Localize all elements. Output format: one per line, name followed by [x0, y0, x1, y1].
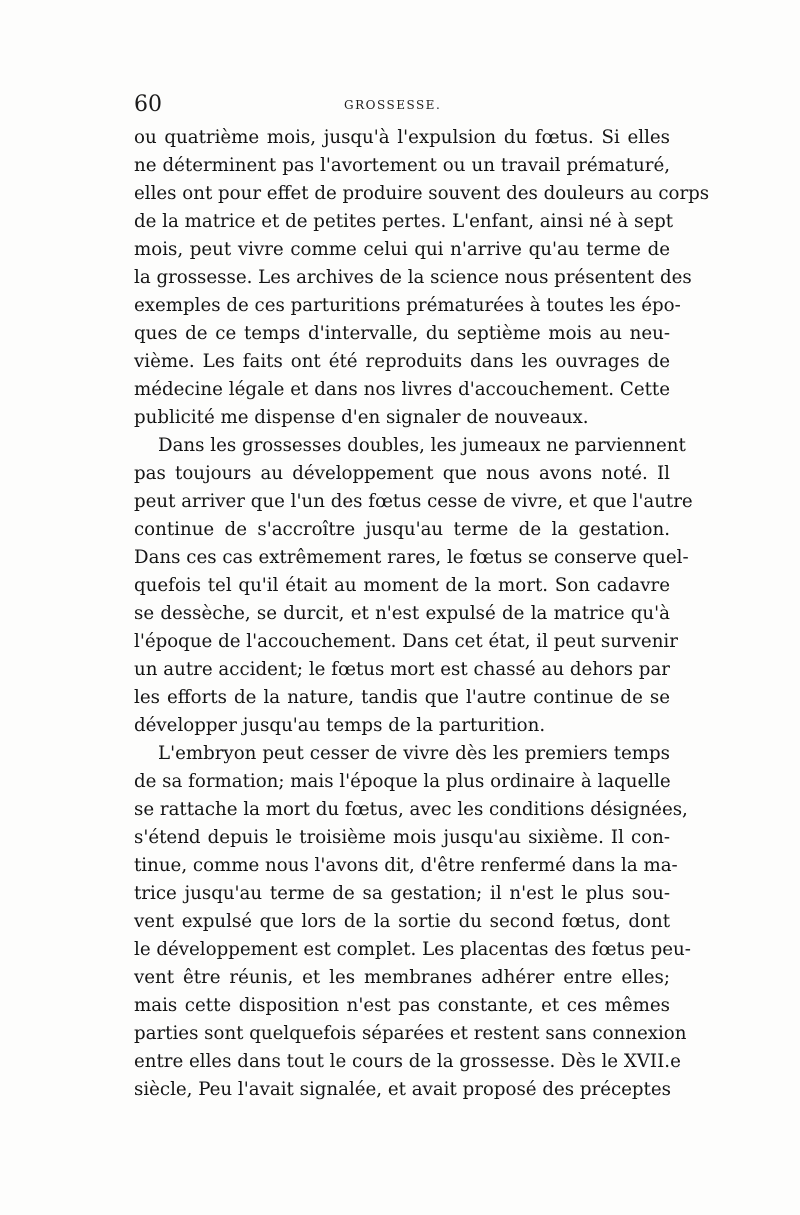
text-line: ne déterminent pas l'avortement ou un travail prématuré, — [134, 155, 670, 176]
text-line: ou quatrième mois, jusqu'à l'expulsion du fœtus. Si elles — [134, 127, 670, 148]
text-line: de sa formation; mais l'époque la plus ordinaire à laquelle — [134, 771, 671, 792]
running-head: GROSSESSE. — [344, 98, 442, 112]
text-line: développer jusqu'au temps de la parturition. — [134, 715, 546, 736]
text-line: vième. Les faits ont été reproduits dans les ouvrages de — [134, 351, 670, 372]
text-line: tinue, comme nous l'avons dit, d'être renfermé dans la ma- — [134, 855, 678, 876]
text-line: exemples de ces parturitions prématurées à toutes les épo- — [134, 295, 681, 316]
text-line: L'embryon peut cesser de vivre dès les premiers temps — [158, 743, 670, 764]
text-line: la grossesse. Les archives de la science nous présentent des — [134, 267, 692, 288]
text-line: vent être réunis, et les membranes adhérer entre elles; — [134, 967, 670, 988]
paragraph — [134, 432, 693, 740]
text-line: entre elles dans tout le cours de la grossesse. Dès le XVII.e — [134, 1051, 681, 1072]
text-line: ques de ce temps d'intervalle, du septième mois au neu- — [134, 323, 670, 344]
text-line: mois, peut vivre comme celui qui n'arrive qu'au terme de — [134, 239, 670, 260]
text-line: se dessèche, se durcit, et n'est expulsé de la matrice qu'à — [134, 603, 670, 624]
paragraph — [134, 740, 691, 1104]
text-line: peut arriver que l'un des fœtus cesse de vivre, et que l'autre — [134, 491, 693, 512]
text-line: elles ont pour effet de produire souvent des douleurs au corps — [134, 183, 710, 204]
text-line: siècle, Peu l'avait signalée, et avait proposé des préceptes — [134, 1079, 671, 1100]
text-line: Dans ces cas extrêmement rares, le fœtus se conserve quel- — [134, 547, 689, 568]
page-header — [134, 92, 670, 122]
text-line: se rattache la mort du fœtus, avec les conditions désignées, — [134, 799, 688, 820]
text-line: mais cette disposition n'est pas constante, et ces mêmes — [134, 995, 670, 1016]
text-line: de la matrice et de petites pertes. L'enfant, ainsi né à sept — [134, 211, 674, 232]
body-text — [134, 124, 710, 1104]
text-line: pas toujours au développement que nous avons noté. Il — [134, 463, 670, 484]
text-line: s'étend depuis le troisième mois jusqu'au sixième. Il con- — [134, 827, 670, 848]
paragraph — [134, 124, 710, 432]
text-line: vent expulsé que lors de la sortie du second fœtus, dont — [134, 911, 670, 932]
text-line: les efforts de la nature, tandis que l'autre continue de se — [134, 687, 670, 708]
text-line: médecine légale et dans nos livres d'accouchement. Cette — [134, 379, 670, 400]
text-line: un autre accident; le fœtus mort est chassé au dehors par — [134, 659, 670, 680]
text-line: publicité me dispense d'en signaler de nouveaux. — [134, 407, 589, 428]
text-line: Dans les grossesses doubles, les jumeaux ne parviennent — [158, 435, 686, 456]
text-line: parties sont quelquefois séparées et restent sans connexion — [134, 1023, 687, 1044]
text-line: trice jusqu'au terme de sa gestation; il n'est le plus sou- — [134, 883, 670, 904]
page-number: 60 — [134, 92, 162, 117]
text-line: continue de s'accroître jusqu'au terme de la gestation. — [134, 519, 670, 540]
text-line: quefois tel qu'il était au moment de la mort. Son cadavre — [134, 575, 670, 596]
text-line: le développement est complet. Les placentas des fœtus peu- — [134, 939, 691, 960]
text-line: l'époque de l'accouchement. Dans cet état, il peut survenir — [134, 631, 678, 652]
